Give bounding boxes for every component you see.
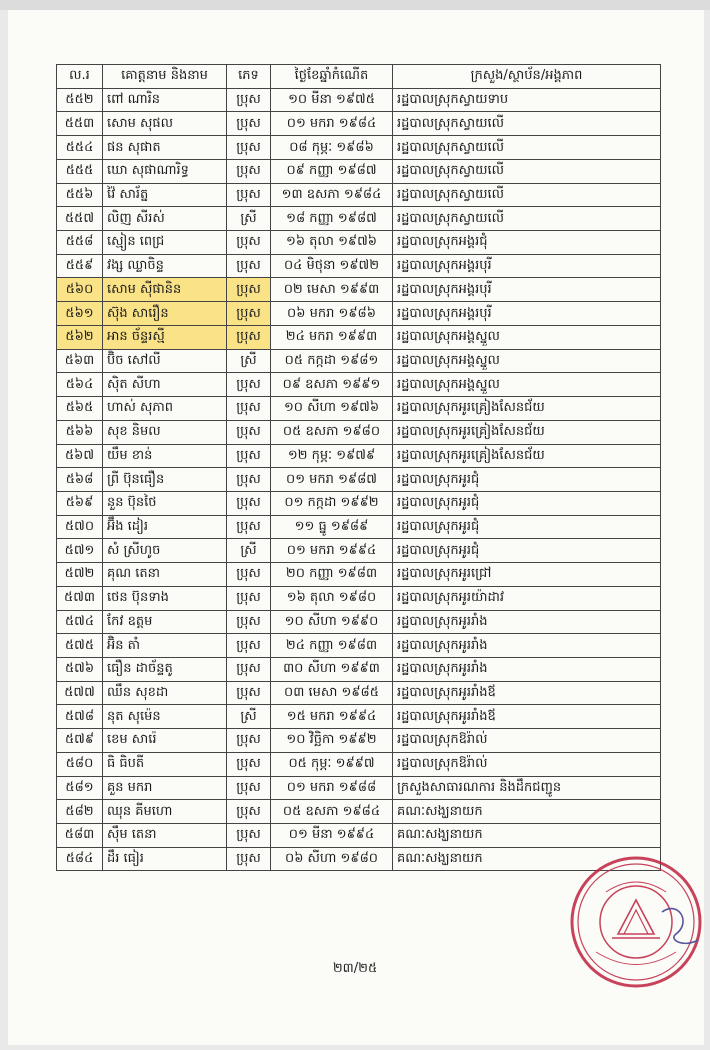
row-number: ៥៦២ [57, 325, 103, 349]
row-number: ៥៨០ [57, 752, 103, 776]
row-ministry: រដ្ឋបាលស្រុកអូរជុំ [393, 515, 661, 539]
row-ministry: រដ្ឋបាលស្រុកស្វាយលើ [393, 207, 661, 231]
row-number: ៥៧៥ [57, 634, 103, 658]
row-sex: ប្រុស [227, 563, 271, 587]
row-sex: ប្រុស [227, 586, 271, 610]
row-number: ៥៨១ [57, 776, 103, 800]
row-birthdate: ១០ សីហា ១៩៧៦ [271, 397, 393, 421]
table-row [57, 800, 661, 824]
row-number: ៥៧៣ [57, 586, 103, 610]
row-birthdate: ១២ កុម្ភៈ ១៩៧៩ [271, 444, 393, 468]
row-ministry: រដ្ឋបាលស្រុកអូរគ្រៀងសែនជ័យ [393, 444, 661, 468]
table-row [57, 586, 661, 610]
row-birthdate: ០៨ កុម្ភៈ ១៩៨៦ [271, 136, 393, 160]
row-number: ៥៧០ [57, 515, 103, 539]
row-sex: ប្រុស [227, 373, 271, 397]
row-birthdate: ២៤ កញ្ញា ១៩៨៣ [271, 634, 393, 658]
row-birthdate: ០២ មេសា ១៩៩៣ [271, 278, 393, 302]
table-row [57, 776, 661, 800]
row-number: ៥៨៣ [57, 824, 103, 848]
row-sex: ប្រុស [227, 824, 271, 848]
row-birthdate: ១៣ ឧសភា ១៩៨៤ [271, 183, 393, 207]
table-row [57, 420, 661, 444]
row-sex: ប្រុស [227, 752, 271, 776]
row-number: ៥៦៦ [57, 420, 103, 444]
row-sex: ប្រុស [227, 468, 271, 492]
row-name: នុត សុម៉េន [103, 705, 227, 729]
table-row [57, 444, 661, 468]
row-ministry: រដ្ឋបាលស្រុកអូររាំង [393, 634, 661, 658]
header-number: ល.រ [57, 65, 103, 89]
row-number: ៥៧៧ [57, 681, 103, 705]
row-number: ៥៨៤ [57, 847, 103, 871]
personnel-table [56, 64, 661, 871]
header-ministry: ក្រសួង/ស្ថាប័ន/អង្គភាព [393, 65, 661, 89]
row-ministry: រដ្ឋបាលស្រុកអង្គស្នួល [393, 325, 661, 349]
row-sex: ប្រុស [227, 302, 271, 326]
row-birthdate: ០៦ សីហា ១៩៨០ [271, 847, 393, 871]
row-ministry: រដ្ឋបាលស្រុកអូរគ្រៀងសែនជ័យ [393, 397, 661, 421]
row-sex: ប្រុស [227, 657, 271, 681]
row-ministry: រដ្ឋបាលស្រុកអង្គស្នួល [393, 349, 661, 373]
row-ministry: រដ្ឋបាលស្រុកស្វាយលើ [393, 136, 661, 160]
row-name: ខេម សារ៉េ [103, 729, 227, 753]
row-name: ប៊ិច សៅលី [103, 349, 227, 373]
row-ministry: រដ្ឋបាលស្រុកស្វាយលើ [393, 112, 661, 136]
row-birthdate: ២៤ មករា ១៩៩៣ [271, 325, 393, 349]
row-sex: ស្រី [227, 539, 271, 563]
header-birthdate: ថ្ងៃខែឆ្នាំកំណើត [271, 65, 393, 89]
row-sex: ប្រុស [227, 397, 271, 421]
row-name: ពៅ ណារិន [103, 88, 227, 112]
row-birthdate: ០៥ កុម្ភៈ ១៩៩៧ [271, 752, 393, 776]
row-birthdate: ០១ កក្កដា ១៩៩២ [271, 491, 393, 515]
row-sex: ស្រី [227, 207, 271, 231]
row-number: ៥៥៣ [57, 112, 103, 136]
row-birthdate: ១៨ កញ្ញា ១៩៨៧ [271, 207, 393, 231]
table-row [57, 231, 661, 255]
table-row [57, 136, 661, 160]
row-birthdate: ០១ មករា ១៩៨៤ [271, 112, 393, 136]
row-name: យឹម ខាន់ [103, 444, 227, 468]
row-sex: ប្រុស [227, 515, 271, 539]
table-row [57, 207, 661, 231]
row-name: ឃោ សុផាណារិទ្ធ [103, 159, 227, 183]
row-name: សុខ និមល [103, 420, 227, 444]
row-sex: ប្រុស [227, 159, 271, 183]
row-birthdate: ០៥ ឧសភា ១៩៨០ [271, 420, 393, 444]
row-number: ៥៥៩ [57, 254, 103, 278]
row-sex: ស្រី [227, 705, 271, 729]
row-number: ៥៦៨ [57, 468, 103, 492]
row-birthdate: ០៥ ឧសភា ១៩៨៤ [271, 800, 393, 824]
row-birthdate: ០៩ ឧសភា ១៩៩១ [271, 373, 393, 397]
row-name: ធឿន ដាច័ន្ទតូ [103, 657, 227, 681]
table-body [57, 88, 661, 871]
row-sex: ប្រុស [227, 231, 271, 255]
row-ministry: រដ្ឋបាលស្រុកឱរ៉ាល់ [393, 729, 661, 753]
row-sex: ប្រុស [227, 634, 271, 658]
row-birthdate: ១៥ មករា ១៩៩៤ [271, 705, 393, 729]
row-sex: ប្រុស [227, 136, 271, 160]
row-birthdate: ១៦ តុលា ១៩៧៦ [271, 231, 393, 255]
header-sex: ភេទ [227, 65, 271, 89]
row-name: វ៉ៃ សារ័ត្ន [103, 183, 227, 207]
row-birthdate: ០៣ មេសា ១៩៨៥ [271, 681, 393, 705]
row-birthdate: ០៩ កញ្ញា ១៩៨៧ [271, 159, 393, 183]
row-birthdate: ០១ មករា ១៩៨៧ [271, 468, 393, 492]
row-ministry: រដ្ឋបាលស្រុកស្វាយលើ [393, 183, 661, 207]
row-name: កែវ ឧត្តម [103, 610, 227, 634]
row-number: ៥៦៧ [57, 444, 103, 468]
table-row [57, 515, 661, 539]
top-band [0, 0, 710, 10]
table-row [57, 705, 661, 729]
row-ministry: រដ្ឋបាលស្រុកអូរជ្រៅ [393, 563, 661, 587]
row-birthdate: ១០ សីហា ១៩៩០ [271, 610, 393, 634]
row-ministry: រដ្ឋបាលស្រុកអង្គរជុំ [393, 231, 661, 255]
row-number: ៥៦០ [57, 278, 103, 302]
row-number: ៥៦៣ [57, 349, 103, 373]
table-row [57, 752, 661, 776]
table-row [57, 112, 661, 136]
row-number: ៥៦៤ [57, 373, 103, 397]
row-name: ឈឹន សុខដា [103, 681, 227, 705]
row-number: ៥៦១ [57, 302, 103, 326]
row-ministry: រដ្ឋបាលស្រុកអង្គរបុរី [393, 302, 661, 326]
row-ministry: រដ្ឋបាលស្រុកស្វាយទាប [393, 88, 661, 112]
row-ministry: រដ្ឋបាលស្រុកអូរជុំ [393, 468, 661, 492]
row-ministry: រដ្ឋបាលស្រុកអូររាំង [393, 610, 661, 634]
table-row [57, 491, 661, 515]
row-ministry: រដ្ឋបាលស្រុកអូរជុំ [393, 491, 661, 515]
row-number: ៥៧១ [57, 539, 103, 563]
table-row [57, 539, 661, 563]
table-row [57, 729, 661, 753]
row-number: ៥៥៦ [57, 183, 103, 207]
row-ministry: រដ្ឋបាលស្រុកអង្គស្នួល [393, 373, 661, 397]
table-row [57, 634, 661, 658]
row-ministry: រដ្ឋបាលស្រុកឱរ៉ាល់ [393, 752, 661, 776]
row-number: ៥៧៩ [57, 729, 103, 753]
official-seal-stamp [566, 852, 706, 992]
row-name: ស៊ឹម តេនា [103, 824, 227, 848]
row-birthdate: ១១ ធ្នូ ១៩៨៩ [271, 515, 393, 539]
row-name: ដឹរ ធៀរ [103, 847, 227, 871]
table-row [57, 468, 661, 492]
row-sex: ប្រុស [227, 491, 271, 515]
table-row [57, 681, 661, 705]
table-row [57, 349, 661, 373]
row-sex: ប្រុស [227, 444, 271, 468]
row-number: ៥៥៤ [57, 136, 103, 160]
row-ministry: រដ្ឋបាលស្រុកអូរជុំ [393, 539, 661, 563]
row-ministry: គណៈសង្ឃនាយក [393, 824, 661, 848]
row-birthdate: ០១ មករា ១៩៩៤ [271, 539, 393, 563]
row-name: ស៊ិត សីហា [103, 373, 227, 397]
row-sex: ប្រុស [227, 776, 271, 800]
row-ministry: ក្រសួងសាធារណការ និងដឹកជញ្ជូន [393, 776, 661, 800]
row-name: សោម សុផល [103, 112, 227, 136]
table-row [57, 657, 661, 681]
row-birthdate: ៣០ សីហា ១៩៩៣ [271, 657, 393, 681]
row-name: ហាស់ សុភាព [103, 397, 227, 421]
row-sex: ប្រុស [227, 800, 271, 824]
row-sex: ប្រុស [227, 610, 271, 634]
row-name: ថេន ប៊ុនទាង [103, 586, 227, 610]
table-row [57, 610, 661, 634]
row-ministry: រដ្ឋបាលស្រុកអង្គរបុរី [393, 278, 661, 302]
row-name: សំ ស្រីហូច [103, 539, 227, 563]
row-ministry: គណៈសង្ឃនាយក [393, 800, 661, 824]
row-ministry: រដ្ឋបាលស្រុកអង្គរបុរី [393, 254, 661, 278]
row-name: ស្មៀន ពេជ្រ [103, 231, 227, 255]
row-sex: ប្រុស [227, 254, 271, 278]
table-row [57, 397, 661, 421]
row-number: ៥៨២ [57, 800, 103, 824]
row-name: ធិ ធិបតី [103, 752, 227, 776]
table-row [57, 824, 661, 848]
table-row [57, 373, 661, 397]
row-sex: ប្រុស [227, 325, 271, 349]
row-name: សោម ស៊ីផានិន [103, 278, 227, 302]
row-ministry: រដ្ឋបាលស្រុកអូរគ្រៀងសែនជ័យ [393, 420, 661, 444]
row-name: អ៊ឹង ដៀរ [103, 515, 227, 539]
row-number: ៥៥៧ [57, 207, 103, 231]
row-birthdate: ១០ វិច្ឆិកា ១៩៩២ [271, 729, 393, 753]
row-name: ផន សុផាត [103, 136, 227, 160]
row-sex: ប្រុស [227, 420, 271, 444]
row-ministry: រដ្ឋបាលស្រុកស្វាយលើ [393, 159, 661, 183]
row-ministry: រដ្ឋបាលស្រុកអូររាំងឪ [393, 705, 661, 729]
table-row [57, 278, 661, 302]
table-row [57, 88, 661, 112]
row-number: ៥៧៤ [57, 610, 103, 634]
table-row [57, 183, 661, 207]
row-name: គួន មករា [103, 776, 227, 800]
row-birthdate: ១០ មីនា ១៩៧៥ [271, 88, 393, 112]
row-sex: ប្រុស [227, 278, 271, 302]
row-name: ស៊ុង សារឿន [103, 302, 227, 326]
header-name: គោត្តនាម និងនាម [103, 65, 227, 89]
row-name: គុណ តេនា [103, 563, 227, 587]
row-ministry: រដ្ឋបាលស្រុកអូររាំងឪ [393, 681, 661, 705]
row-name: ព្រី ប៊ុនធឿន [103, 468, 227, 492]
row-sex: ប្រុស [227, 112, 271, 136]
row-number: ៥៦៩ [57, 491, 103, 515]
row-number: ៥៧៦ [57, 657, 103, 681]
row-name: លិញ សីរស់ [103, 207, 227, 231]
row-ministry: រដ្ឋបាលស្រុកអូរយ៉ាដាវ [393, 586, 661, 610]
row-number: ៥៦៥ [57, 397, 103, 421]
row-ministry: គណៈសង្ឃនាយក [393, 847, 661, 871]
row-birthdate: ២០ កញ្ញា ១៩៨៣ [271, 563, 393, 587]
table-row [57, 254, 661, 278]
row-birthdate: ០៥ កក្កដា ១៩៨១ [271, 349, 393, 373]
page-number: ២៣/២៥ [332, 961, 378, 976]
row-name: អ៊ិន តាំ [103, 634, 227, 658]
row-number: ៥៧៨ [57, 705, 103, 729]
row-name: អាន ច័ន្ទរស្មី [103, 325, 227, 349]
row-number: ៥៥៨ [57, 231, 103, 255]
row-birthdate: ០១ មករា ១៩៨៨ [271, 776, 393, 800]
row-birthdate: ០១ មីនា ១៩៩៤ [271, 824, 393, 848]
row-name: នួន ប៊ុនថៃ [103, 491, 227, 515]
row-number: ៥៧២ [57, 563, 103, 587]
row-sex: ប្រុស [227, 847, 271, 871]
row-sex: ប្រុស [227, 88, 271, 112]
row-sex: ស្រី [227, 349, 271, 373]
table-header-row [57, 65, 661, 89]
row-name: វង្ស ឈ្លាចិន្ទ [103, 254, 227, 278]
table-row [57, 325, 661, 349]
table-row [57, 159, 661, 183]
row-sex: ប្រុស [227, 681, 271, 705]
row-number: ៥៥៥ [57, 159, 103, 183]
row-birthdate: ០៤ មិថុនា ១៩៧២ [271, 254, 393, 278]
table-row [57, 563, 661, 587]
table-row [57, 302, 661, 326]
row-number: ៥៥២ [57, 88, 103, 112]
row-birthdate: ១៦ តុលា ១៩៨០ [271, 586, 393, 610]
row-sex: ប្រុស [227, 729, 271, 753]
row-name: ឈុន គីមហោ [103, 800, 227, 824]
row-birthdate: ០៦ មករា ១៩៨៦ [271, 302, 393, 326]
row-ministry: រដ្ឋបាលស្រុកអូររាំង [393, 657, 661, 681]
row-sex: ប្រុស [227, 183, 271, 207]
